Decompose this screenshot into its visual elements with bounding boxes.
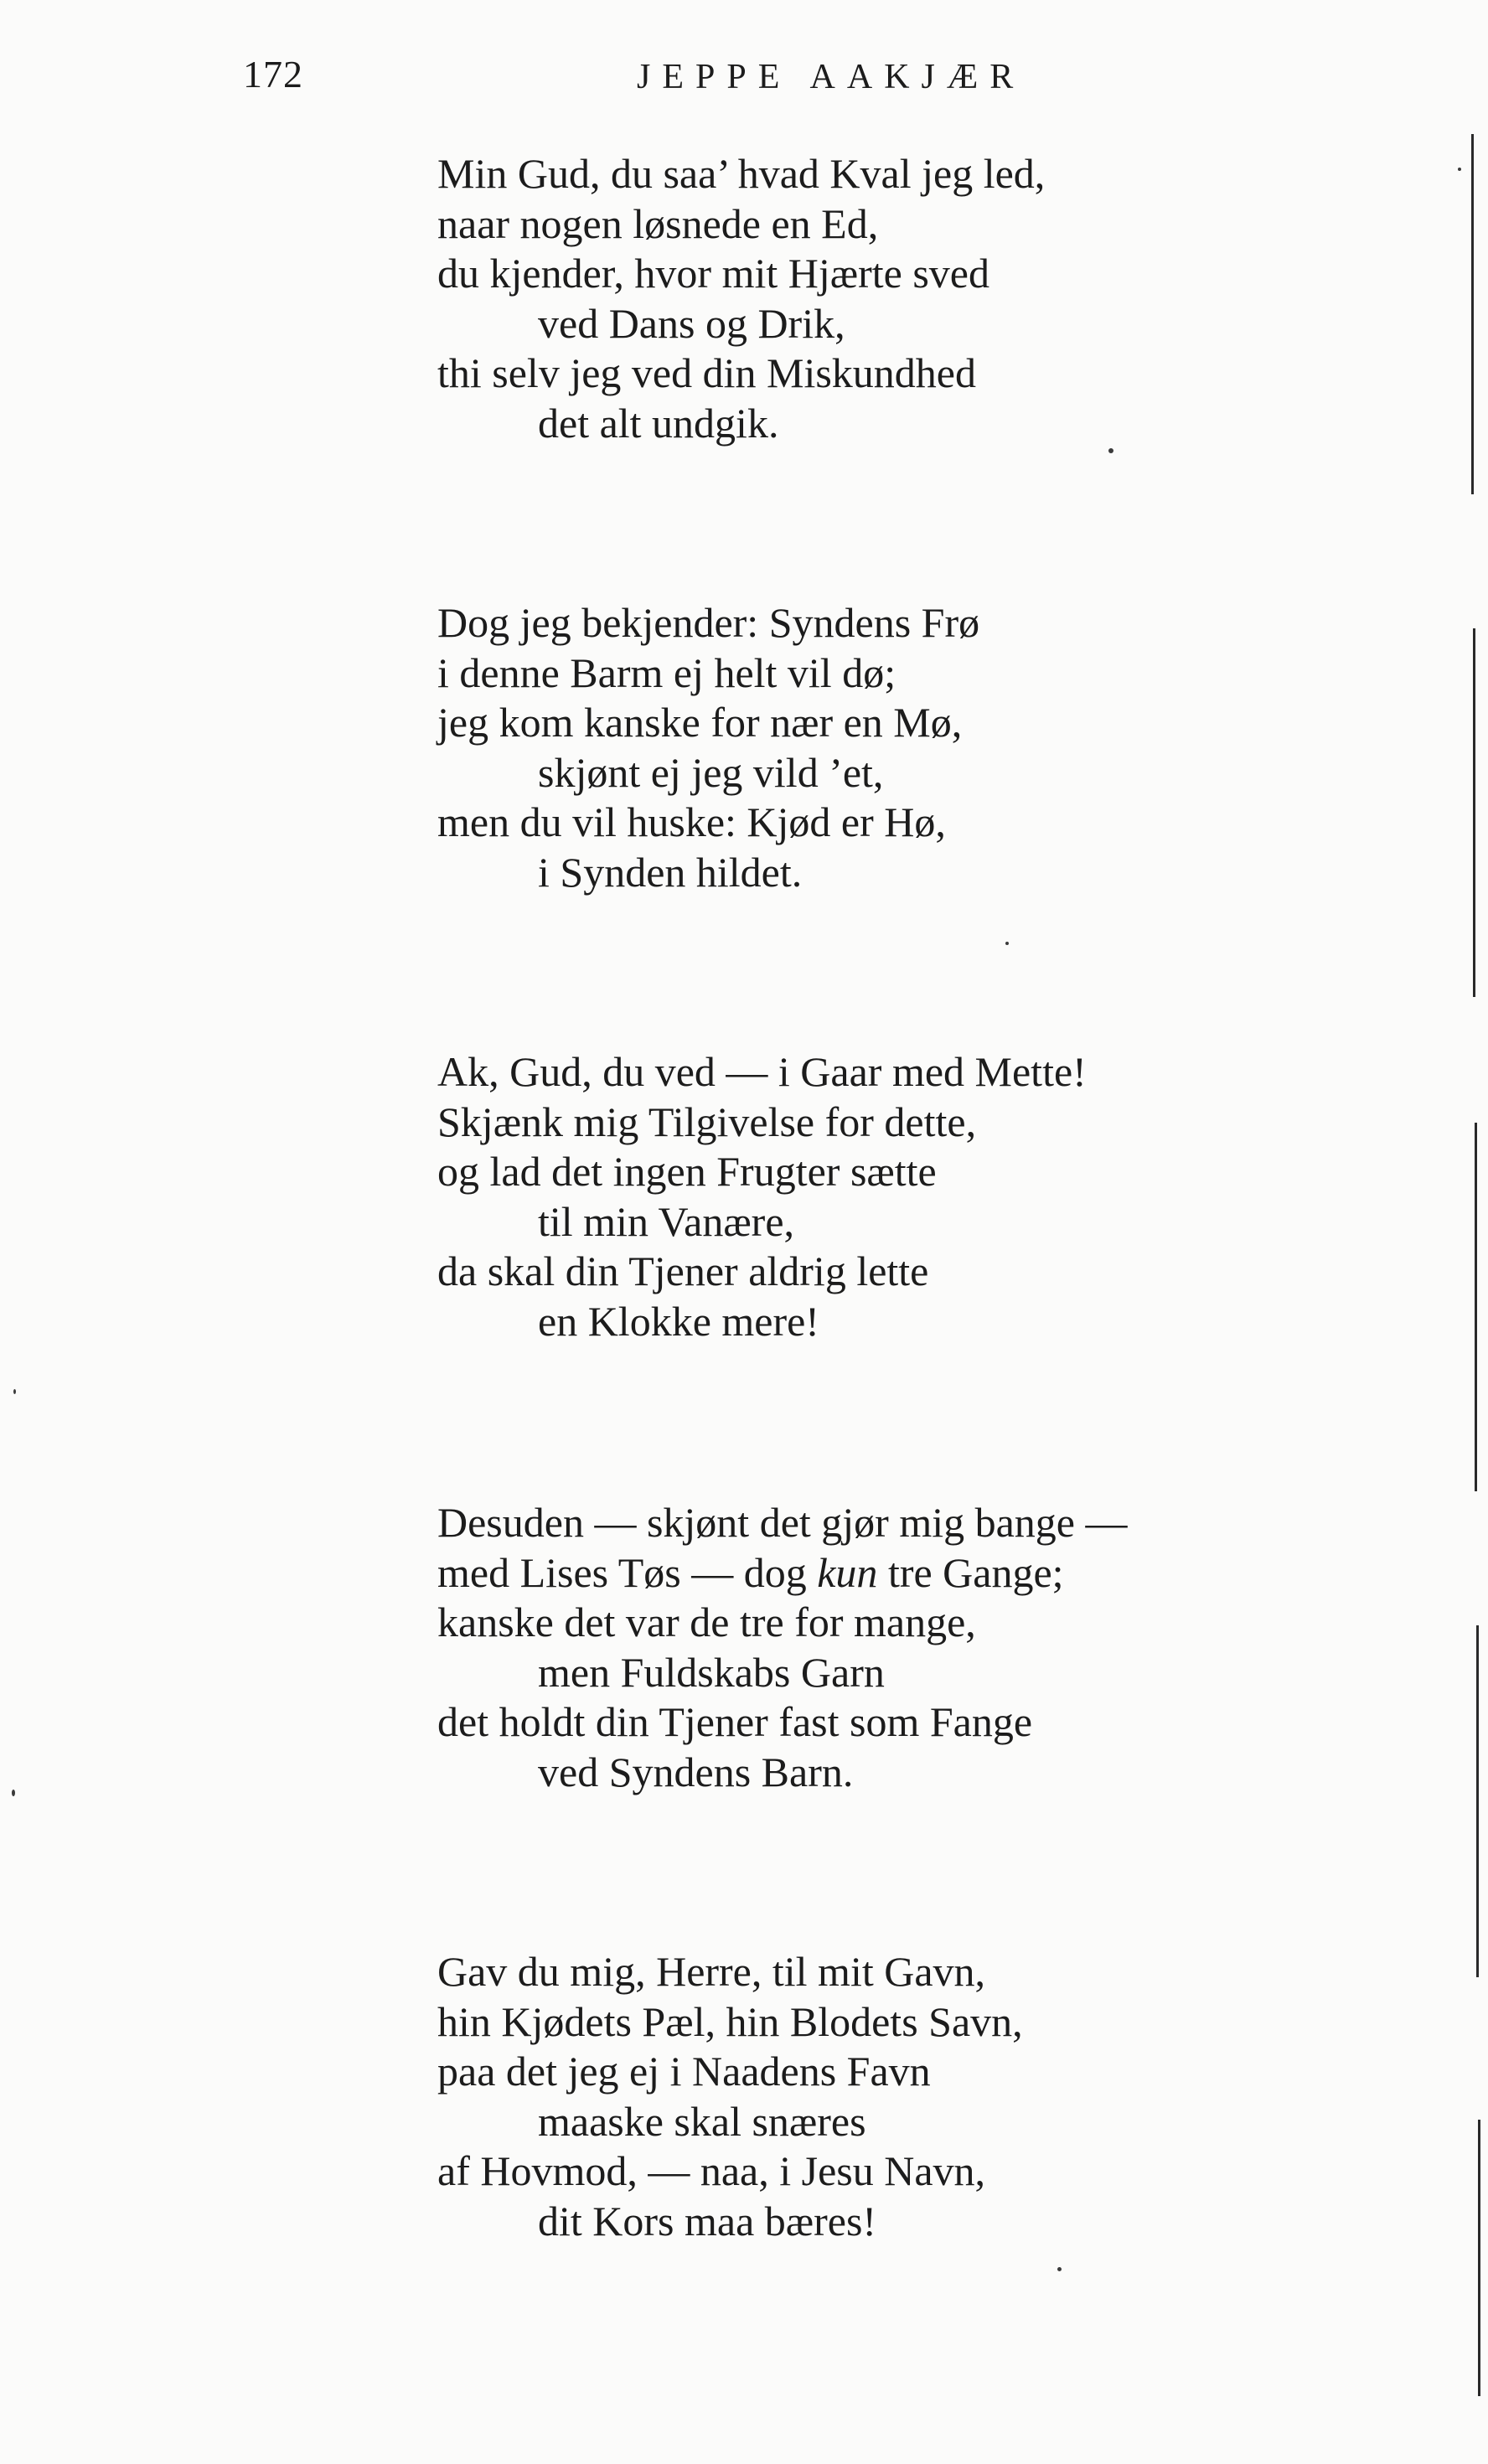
poem-line: da skal din Tjener aldrig lette [437,1247,929,1295]
poem-line: i Synden hildet. [538,848,803,896]
stanza-2 [437,598,1325,898]
poem-line: Skjænk mig Tilgivelse for dette, [437,1098,977,1145]
poem-line: thi selv jeg ved din Miskundhed [437,349,976,397]
poem-line: du kjender, hvor mit Hjærte sved [437,250,989,297]
poem-line: hin Kjødets Pæl, hin Blodets Savn, [437,1997,1023,2045]
poem-line-segment: tre Gange; [877,1548,1064,1596]
running-head: JEPPE AAKJÆR [637,58,1026,96]
gutter-rule [1473,628,1475,997]
poem-line: Min Gud, du saa’ hvad Kval jeg led, [437,150,1046,197]
stanza-1 [437,149,1325,449]
stanza-3 [437,1047,1325,1347]
gutter-rule [1475,1123,1477,1491]
scan-speck [13,1389,16,1394]
poem-line: af Hovmod, — naa, i Jesu Navn, [437,2147,986,2195]
poem-line: skjønt ej jeg vild ’et, [538,748,884,796]
poem-line: men Fuldskabs Garn [538,1648,885,1696]
scan-speck [1005,942,1009,945]
scan-speck [1057,2267,1062,2271]
page-number: 172 [243,53,303,96]
stanza-4 [437,1498,1325,1798]
gutter-rule [1471,134,1474,494]
poem-line: paa det jeg ej i Naadens Favn [437,2048,931,2095]
poem-line: Ak, Gud, du ved — i Gaar med Mette! [437,1048,1087,1095]
poem-line: dit Kors maa bæres! [538,2197,877,2244]
poem-line: til min Vanære, [538,1197,795,1245]
poem-line: ved Syndens Barn. [538,1748,854,1795]
poem-line: men du vil huske: Kjød er Hø, [437,798,946,846]
scan-speck [1108,448,1113,453]
poem-line: ved Dans og Drik, [538,299,845,347]
page-header [0,52,1488,102]
poem-line: kanske det var de tre for mange, [437,1599,976,1646]
poem-line: Dog jeg bekjender: Syndens Frø [437,599,980,646]
poem-line: maaske skal snæres [538,2097,866,2145]
poem-line: Desuden — skjønt det gjør mig bange — [437,1499,1128,1546]
emphasized-word: kun [817,1548,878,1596]
poem-line-segment: med Lises Tøs — dog [437,1548,818,1596]
poem-line: det holdt din Tjener fast som Fange [437,1698,1033,1746]
stanza-5 [437,1947,1325,2247]
scan-speck [1458,168,1461,171]
poem-line: naar nogen løsnede en Ed, [437,199,879,247]
poem-line: og lad det ingen Frugter sætte [437,1148,937,1196]
poem-line: en Klokke mere! [538,1297,819,1345]
poem-line: det alt undgik. [538,399,779,447]
poem-line: Gav du mig, Herre, til mit Gavn, [437,1948,986,1995]
gutter-rule [1478,2120,1480,2396]
poem-line: jeg kom kanske for nær en Mø, [437,699,963,746]
gutter-rule [1476,1625,1479,1977]
scan-speck [12,1790,15,1796]
poem-line [437,1548,1325,1599]
poem-line: i denne Barm ej helt vil dø; [437,648,896,696]
